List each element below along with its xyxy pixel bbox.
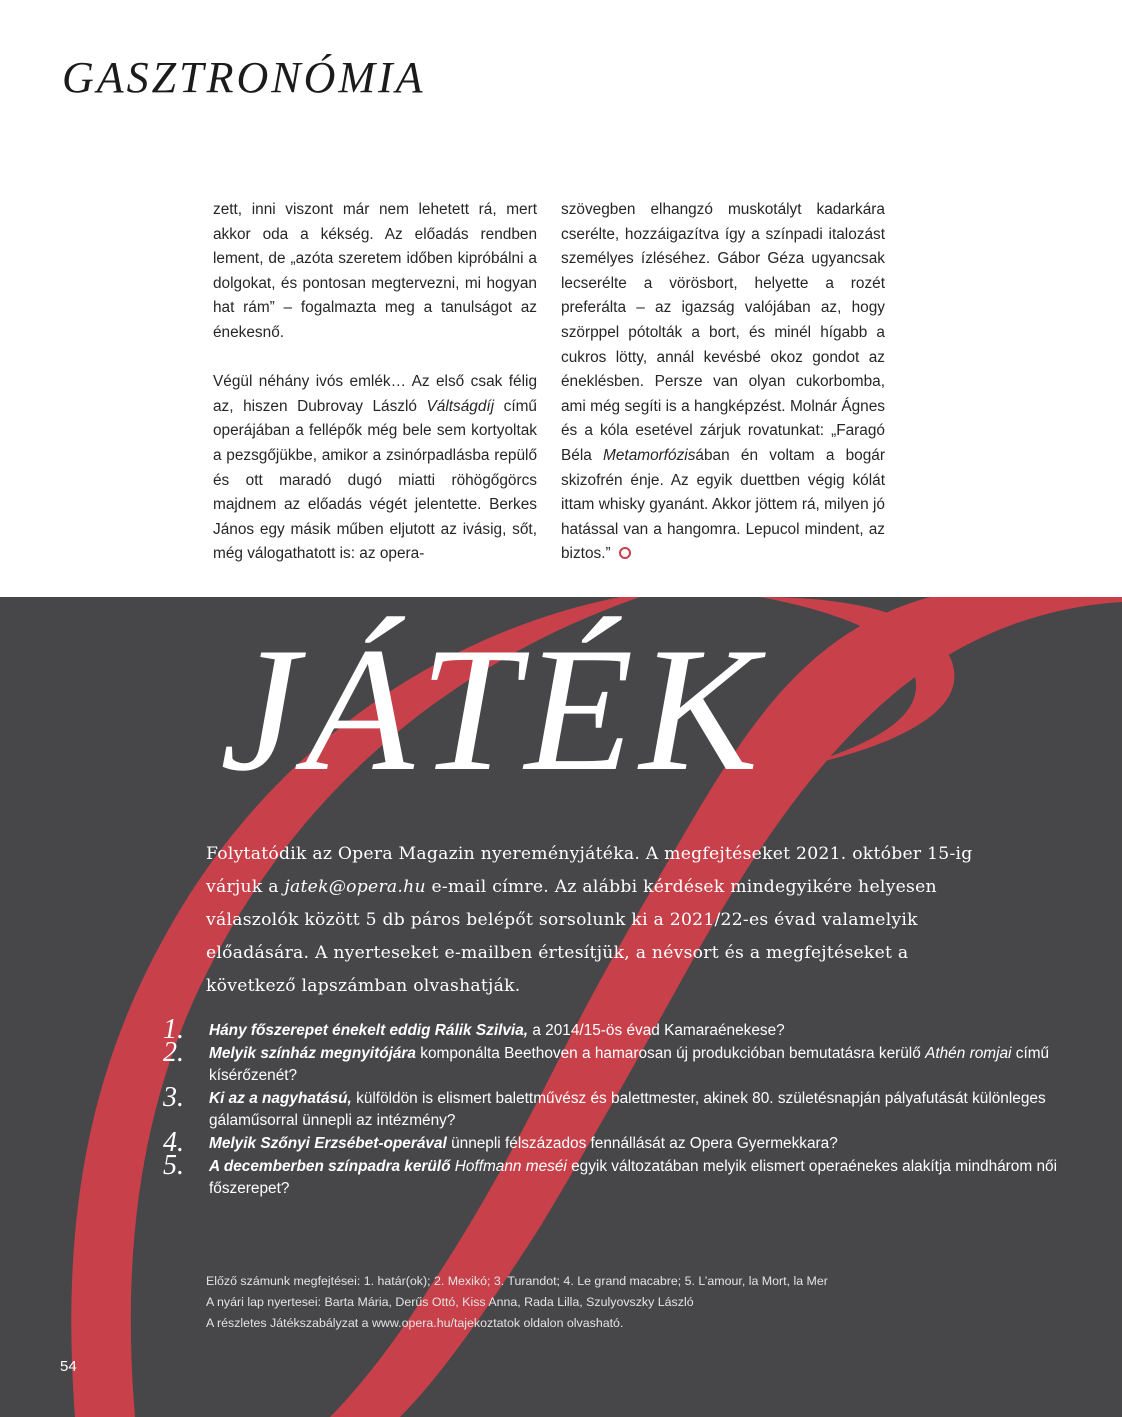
question-number: 3. <box>163 1081 184 1113</box>
game-footnotes <box>206 1271 1026 1334</box>
previous-answers: Előző számunk megfejtései: 1. határ(ok); 2. Mexikó; 3. Turandot; 4. Le grand macabre; 5. L’amour, la Mort, la Mer <box>206 1274 828 1288</box>
intro-text: Folytatódik az Opera Magazin nyereményjátéka. A megfejtéseket 2021. október 15-ig várjuk a <box>206 844 973 897</box>
question-text: külföldön is elismert balettművész és balettmester, akinek 80. születésnapján pályafutását különleges gálaműsorral ünnepli az intézmény? <box>209 1089 1046 1130</box>
article-text: szövegben elhangzó muskotályt kadarkára cserélte, hozzáigazítva így a színpadi italozást személyes ízléséhez. Gábor Géza ugyancsak lecserélte a vörösbort, helyette a rozét preferálta – az igazság valójában az, hogy szörppel pótolták a bort, és minél hígabb a cukros lötty, annál kevésbé okoz gondot az éneklésben. Persze van olyan cukorbomba, ami még segíti is a hangképzést. Molnár Ágnes és a kóla esetével zárjuk rovatunkat: „Faragó Béla <box>561 201 885 464</box>
article-paragraph: zett, inni viszont már nem lehetett rá, mert akkor oda a kékség. Az előadás rendben lement, de „azóta szeretem időben kipróbálni a dolgokat, és pontosan megtervezni, mi hogyan hat rám” – fogalmazta meg a tanulságot az énekesnő. <box>213 201 537 341</box>
question-keyword: Melyik színház megnyitójára <box>209 1044 416 1062</box>
question-number: 4. <box>163 1126 184 1158</box>
question-keyword: Melyik Szőnyi Erzsébet-operával <box>209 1134 447 1152</box>
question-item <box>163 1036 1063 1088</box>
question-item <box>163 1014 1063 1045</box>
question-item <box>163 1149 1063 1201</box>
article-text: Végül néhány ivós emlék… Az első csak félig az, hiszen Dubrovay László <box>213 373 537 415</box>
question-item <box>163 1126 1063 1158</box>
game-title: JÁTÉK <box>220 610 765 808</box>
work-title-italic: Hoffmann meséi <box>454 1157 567 1175</box>
intro-text: e-mail címre. Az alábbi kérdések mindegyikére helyesen válaszolók között 5 db páros belépőt sorsolunk ki a 2021/22-es évad valamelyik előadására. A nyerteseket e-mailben értesítjük, a névsort és a megfejtéseket a következő lapszámban olvashatják. <box>206 877 937 996</box>
question-number: 5. <box>163 1149 184 1181</box>
article-paragraph <box>213 370 537 567</box>
question-keyword: A decemberben színpadra kerülő <box>209 1157 451 1175</box>
question-list <box>163 1014 1063 1201</box>
question-text: komponálta Beethoven a hamarosan új produkcióban bemutatásra kerülő <box>416 1044 926 1062</box>
email-link[interactable]: jatek@opera.hu <box>284 877 426 897</box>
question-keyword: Ki az a nagyhatású, <box>209 1089 352 1107</box>
game-intro <box>206 838 978 1003</box>
question-number: 2. <box>163 1036 184 1068</box>
end-of-article-circle-icon <box>619 547 631 559</box>
article-text: ában én voltam a bogár skizofrén énje. Az egyik duettben végig kólát ittam whisky gyanánt. Akkor jöttem rá, milyen jó hatással van a hangomra. Lepucol mindent, az biztos.” <box>561 446 885 563</box>
question-keyword: Hány főszerepet énekelt eddig Rálik Szilvia, <box>209 1022 529 1039</box>
opera-title-italic: Metamorfózis <box>603 446 696 464</box>
article-column-right <box>561 198 885 567</box>
article-text: című operájában a fellépők még bele sem kortyoltak a pezsgőjükbe, amikor a zsinórpadlásba repülő és ott maradó dugó miatti röhögőgörcs majdnem az előadás végét jelentette. Berkes János egy másik műben eljutott az ivásig, sőt, még válogathatott is: az opera- <box>213 397 537 563</box>
question-number: 1. <box>163 1014 184 1045</box>
question-text: című kísérőzenét? <box>209 1044 1050 1085</box>
question-text: egyik változatában melyik elismert operaénekes alakítja mindhárom női főszerepet? <box>209 1157 1058 1198</box>
previous-winners: A nyári lap nyertesei: Barta Mária, Derűs Ottó, Kiss Anna, Rada Lilla, Szulyovszky László <box>206 1295 694 1309</box>
section-title: GASZTRONÓMIA <box>62 53 426 102</box>
question-text: a 2014/15-ös évad Kamaraénekese? <box>528 1022 785 1039</box>
rules-note: A részletes Játékszabályzat a www.opera.hu/tajekoztatok oldalon olvasható. <box>206 1316 624 1330</box>
page-number: 54 <box>60 1358 77 1375</box>
article-column-left <box>213 198 537 567</box>
opera-title-italic: Váltságdíj <box>426 397 495 415</box>
work-title-italic: Athén romjai <box>925 1044 1012 1062</box>
question-item <box>163 1081 1063 1133</box>
question-text: ünnepli félszázados fennállását az Opera Gyermekkara? <box>446 1134 838 1152</box>
article-paragraph <box>561 198 885 567</box>
